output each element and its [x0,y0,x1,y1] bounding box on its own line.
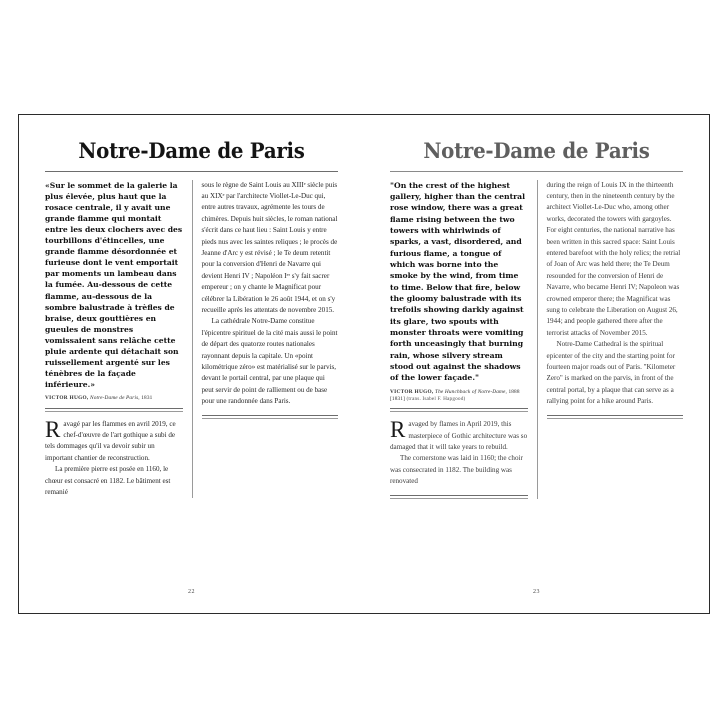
left-page [19,115,364,613]
left-col2-paragraph-1: sous le règne de Saint Louis au XIIIᵉ siècle puis au XIXᵉ par l'architecte Viollet-Le-Duc qui, entre autres travaux, agrémente les tours de chimères. Depuis huit siècles, le roman national s'écrit dans ce haut lieu : Saint Louis y entre pieds nus avec les saintes reliques ; le procès de Jeanne d'Arc y est révisé ; le Te deum retentit pour la conversion d'Henri de Navarre qui devient Henri IV ; Napoléon Iᵉʳ s'y fait sacrer empereur ; on y chante le Magnificat pour célébrer la Libération le 26 août 1944, et on s'y recueille après les attentats de novembre 2015. [201,180,338,315]
right-col1-bottom-rule [390,495,528,499]
left-dropcap: R [45,416,61,442]
right-dropcap: R [390,417,406,443]
right-page-columns [390,180,683,499]
right-attribution-year: , 1888 [1831] [390,388,520,402]
right-page-title: Notre-Dame de Paris [423,139,650,164]
right-attribution-author: VICTOR HUGO, [390,388,434,395]
right-title-rule [390,171,683,172]
left-col2-paragraph-2: La cathédrale Notre-Dame constitue l'épicentre spirituel de la cité mais aussi le point de départ des quatorze routes nationales rayonnant depuis la capitale. Un «point kilométrique zéro» est matérialisé sur le parvis, devant le portail central, par une plaque qui peut servir de point de ralliement ou de base pour une randonnée dans Paris. [201,317,338,406]
left-body-paragraph-1-text: avagé par les flammes en avril 2019, ce chef-d'œuvre de l'art gothique a subi de tels dommages qu'il va devoir subir un important chantier de reconstruction. [45,419,176,462]
right-page-column-2 [537,180,684,499]
left-column-bottom-rule [202,415,339,419]
left-quote-attribution [45,395,183,402]
right-quote-attribution [390,389,528,403]
book-spread-frame [18,114,710,614]
left-body-column-2 [202,180,339,408]
left-page-column-1 [45,180,192,499]
left-page-columns [45,180,338,499]
book-spread [19,115,709,613]
left-attribution-year: , 1831 [138,395,153,402]
left-page-column-2 [192,180,339,499]
right-attribution-translator: (trans. Isabel F. Hapgood) [406,395,466,402]
left-attribution-work: Notre-Dame de Paris [90,395,139,402]
right-attribution-rule [390,408,528,412]
right-body-paragraph-2: The cornerstone was laid in 1160; the choir was consecrated in 1182. The building was renovated [390,454,523,486]
left-page-title: Notre-Dame de Paris [78,139,305,164]
right-page-column-1 [390,180,537,499]
right-body-paragraph-1-text: avaged by flames in April 2019, this masterpiece of Gothic architecture was so damaged that it will take years to rebuild. [390,420,528,451]
right-attribution-work: The Hunchback of Notre-Dame [435,388,506,395]
left-body-paragraph-1 [45,416,183,465]
right-col2-paragraph-1: during the reign of Louis IX in the thirteenth century, then in the nineteenth century by the architect Viollet-Le-Duc who, among other works, decorated the towers with gargoyles. For eight centuries, the national narrative has been written in this sacred space: Saint Louis entered barefoot with the holy relics; the retrial of Joan of Arc was held there; the Te Deum resounded for the conversion of Henri de Navarre, who became Henri IV; Napoleon was crowned emperor there; the Magnificat was sung to celebrate the Liberation on August 26, 1944; and people gathered there after the terrorist attacks of November 2015. [546,180,681,337]
right-page [364,115,709,613]
right-col2-paragraph-2: Notre-Dame Cathedral is the spiritual epicenter of the city and the starting point for fourteen major roads out of Paris. "Kilometer Zero" is marked on the parvis, in front of the central portal, by a plaque that can serve as a rallying point for a hike around Paris. [546,340,676,406]
left-body-paragraph-2: La première pierre est posée en 1160, le chœur est consacré en 1182. Le bâtiment est remanié [45,465,171,496]
left-quote-text: «Sur le sommet de la galerie la plus élevée, plus haut que la rosace centrale, il y avait une grande flamme qui montait entre les deux clochers avec des tourbillons d'étincelles, une grande flamme désordonnée et furieuse dont le vent emportait par moments un lambeau dans la fumée. Au-dessous de cette flamme, au-dessous de la sombre balustrade à trèfles de braise, deux gouttières en gueules de monstres vomissaient sans relâche cette pluie ardente qui détachait son ruissellement argenté sur les ténèbres de la façade inférieure.» [45,180,183,390]
right-body-column-2 [547,180,684,408]
right-body-column-1 [390,419,528,498]
right-page-number: 23 [533,589,540,595]
left-attribution-author: VICTOR HUGO, [45,395,89,402]
left-body-column-1 [45,416,183,499]
right-body-paragraph-1 [390,419,528,453]
right-quote-text: "On the crest of the highest gallery, higher than the central rose window, there was a great flame rising between the two towers with whirlwinds of sparks, a vast, disordered, and furious flame, a tongue of which was borne into the smoke by the wind, from time to time. Below that fire, below the gloomy balustrade with its trefoils showing darkly against its glare, two spouts with monster throats were vomiting forth unceasingly that burning rain, whose silvery stream stood out against the shadows of the lower façade." [390,180,526,383]
left-page-number: 22 [188,589,195,595]
left-title-rule [45,171,338,172]
right-column-bottom-rule [547,415,684,419]
left-attribution-rule [45,408,183,412]
